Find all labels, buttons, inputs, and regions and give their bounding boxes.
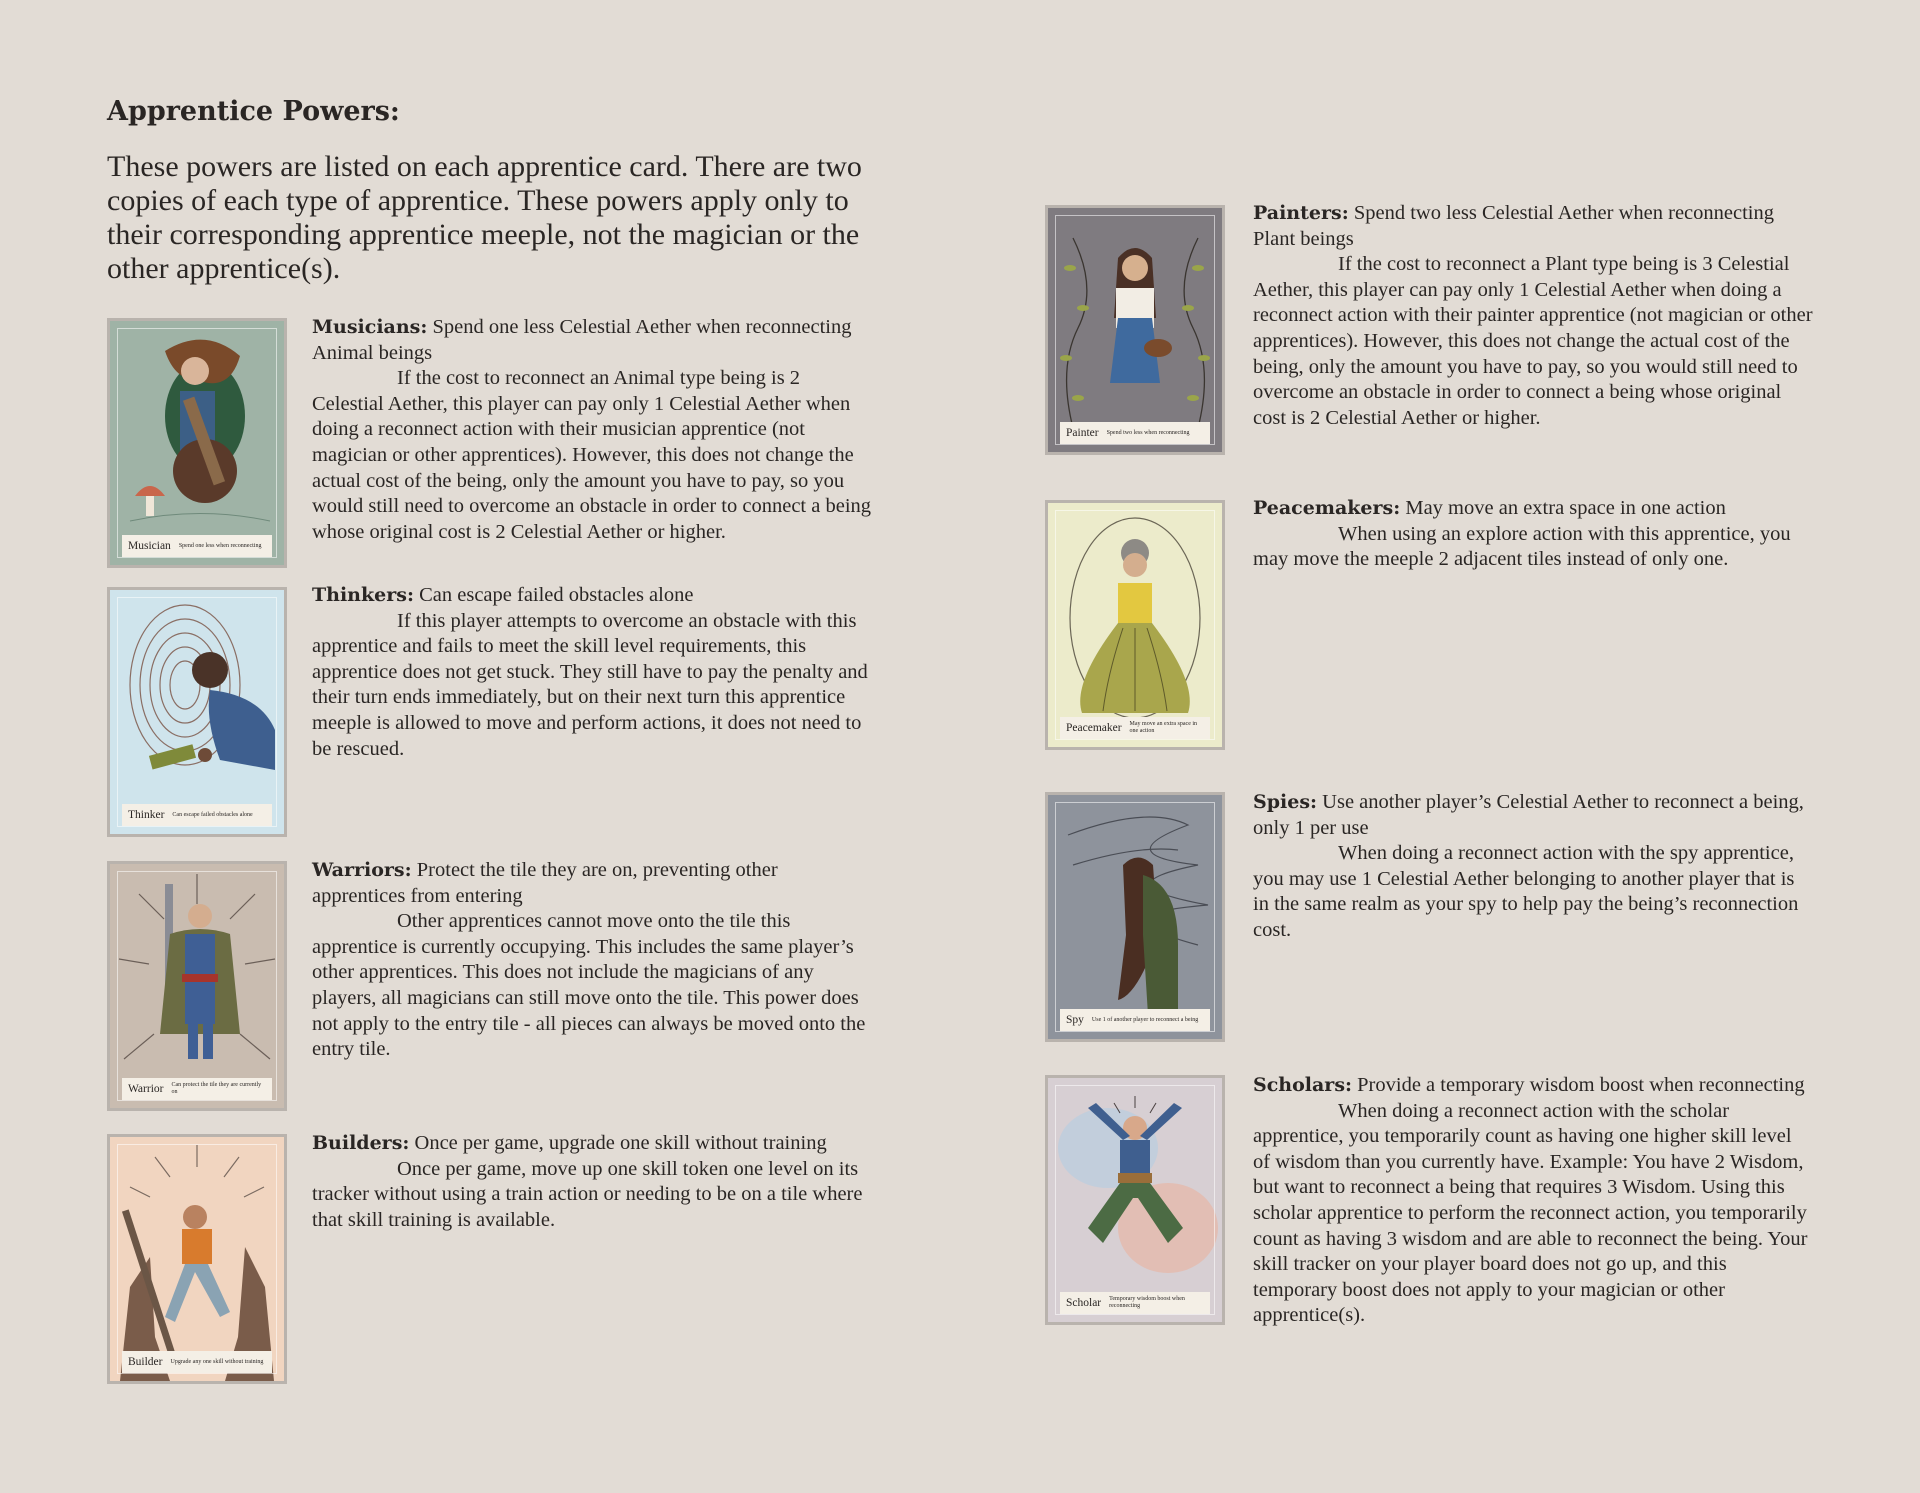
builder-card-label (122, 1351, 272, 1373)
power-summary: Spend one less Celestial Aether when reconnecting Animal beings (312, 316, 852, 364)
card-text: May move an extra space in one action (1129, 721, 1198, 734)
power-summary: Spend two less Celestial Aether when reconnecting Plant beings (1253, 202, 1774, 250)
builders-text (312, 1131, 872, 1233)
warriors-text (312, 858, 872, 1063)
peacemaker-card-label (1060, 717, 1210, 739)
card-role: Builder (128, 1356, 163, 1368)
power-body: Once per game, move up one skill token one level on its tracker without using a train action or needing to be on a tile where that skill training is available. (312, 1157, 863, 1231)
card-text: Can escape failed obstacles alone (172, 811, 253, 818)
musician-card-label (122, 535, 272, 557)
card-role: Scholar (1066, 1297, 1102, 1309)
spies-text (1253, 790, 1813, 944)
power-title: Spies: (1253, 791, 1318, 813)
power-summary: Can escape failed obstacles alone (419, 584, 694, 606)
scholar-card (1045, 1075, 1225, 1325)
builder-card (107, 1134, 287, 1384)
power-body: Other apprentices cannot move onto the tile this apprentice is currently occupying. This includes the same player’s other apprentices. This does not include the magicians of any players, all magicians can still move onto the tile. This power does not apply to the entry tile - all pieces can always be moved onto the entry tile. (312, 910, 866, 1061)
thinkers-text (312, 583, 872, 762)
scholars-text (1253, 1073, 1813, 1329)
card-role: Peacemaker (1066, 722, 1122, 734)
scholar-card-label (1060, 1292, 1210, 1314)
card-text: Upgrade any one skill without training (170, 1358, 264, 1365)
power-body: If this player attempts to overcome an obstacle with this apprentice and fails to meet the skill level requirements, this apprentice does not get stuck. They still have to pay the penalty and their turn ends immediately, but on their next turn this apprentice meeple is allowed to move and perform actions, it does not need to be rescued. (312, 609, 868, 760)
power-summary: Protect the tile they are on, preventing other apprentices from entering (312, 859, 778, 907)
card-text: Spend two less when reconnecting (1106, 429, 1190, 436)
thinker-card-label (122, 804, 272, 826)
painter-card-label (1060, 422, 1210, 444)
card-text: Temporary wisdom boost when reconnecting (1109, 1296, 1185, 1309)
peacemakers-text (1253, 496, 1813, 573)
power-title: Painters: (1253, 202, 1349, 224)
card-role: Musician (128, 540, 171, 552)
intro-paragraph: These powers are listed on each apprentice card. There are two copies of each type of apprentice. These powers apply only to their corresponding apprentice meeple, not the magician or the other apprentice(s). (107, 150, 862, 285)
page-heading: Apprentice Powers: (107, 96, 400, 127)
power-summary: Once per game, upgrade one skill without training (414, 1132, 827, 1154)
spy-card-label (1060, 1009, 1210, 1031)
power-title: Warriors: (312, 859, 412, 881)
card-role: Painter (1066, 427, 1099, 439)
power-title: Musicians: (312, 316, 428, 338)
card-text: Can protect the tile they are currently on (171, 1082, 262, 1095)
power-summary: Use another player’s Celestial Aether to reconnect a being, only 1 per use (1253, 791, 1804, 839)
spy-card (1045, 792, 1225, 1042)
musicians-text (312, 315, 872, 545)
warrior-card (107, 861, 287, 1111)
power-body: When using an explore action with this apprentice, you may move the meeple 2 adjacent tiles instead of only one. (1253, 522, 1791, 571)
power-summary: Provide a temporary wisdom boost when reconnecting (1357, 1074, 1805, 1096)
power-body: If the cost to reconnect a Plant type being is 3 Celestial Aether, this player can pay only 1 Celestial Aether when doing a reconnect action with their painter apprentice (not magician or other apprentices). However, this does not change the actual cost of the being, only the amount you have to pay, so you would still need to overcome an obstacle in order to connect a being whose original cost is 2 Celestial Aether or higher. (1253, 253, 1813, 429)
power-title: Thinkers: (312, 584, 414, 606)
power-summary: May move an extra space in one action (1405, 497, 1726, 519)
power-body: When doing a reconnect action with the spy apprentice, you may use 1 Celestial Aether belonging to another player that is in the same realm as your spy to help pay the being’s reconnection cost. (1253, 842, 1799, 941)
card-role: Warrior (128, 1083, 164, 1095)
warrior-card-label (122, 1078, 272, 1100)
musician-card (107, 318, 287, 568)
painter-card (1045, 205, 1225, 455)
card-role: Thinker (128, 809, 165, 821)
card-role: Spy (1066, 1014, 1084, 1026)
peacemaker-card (1045, 500, 1225, 750)
power-title: Scholars: (1253, 1074, 1353, 1096)
card-text: Use 1 of another player to reconnect a being (1091, 1016, 1199, 1023)
power-title: Peacemakers: (1253, 497, 1401, 519)
power-body: If the cost to reconnect an Animal type being is 2 Celestial Aether, this player can pay only 1 Celestial Aether when doing a reconnect action with their musician apprentice (not magician or other apprentices). However, this does not change the actual cost of the being, only the amount you have to pay, so you would still need to overcome an obstacle in order to connect a being whose original cost is 2 Celestial Aether or higher. (312, 367, 872, 543)
painters-text (1253, 201, 1813, 431)
thinker-card (107, 587, 287, 837)
power-body: When doing a reconnect action with the scholar apprentice, you temporarily count as having one higher skill level of wisdom than you currently have. Example: You have 2 Wisdom, but want to reconnect a being that requires 3 Wisdom. Using this scholar apprentice to perform the reconnect action, you temporarily count as having 3 wisdom and are able to reconnect the being. Your skill tracker on your player board does not go up, and this temporary boost does not apply to your magician or other apprentice(s). (1253, 1099, 1808, 1327)
card-text: Spend one less when reconnecting (178, 542, 262, 549)
power-title: Builders: (312, 1132, 410, 1154)
